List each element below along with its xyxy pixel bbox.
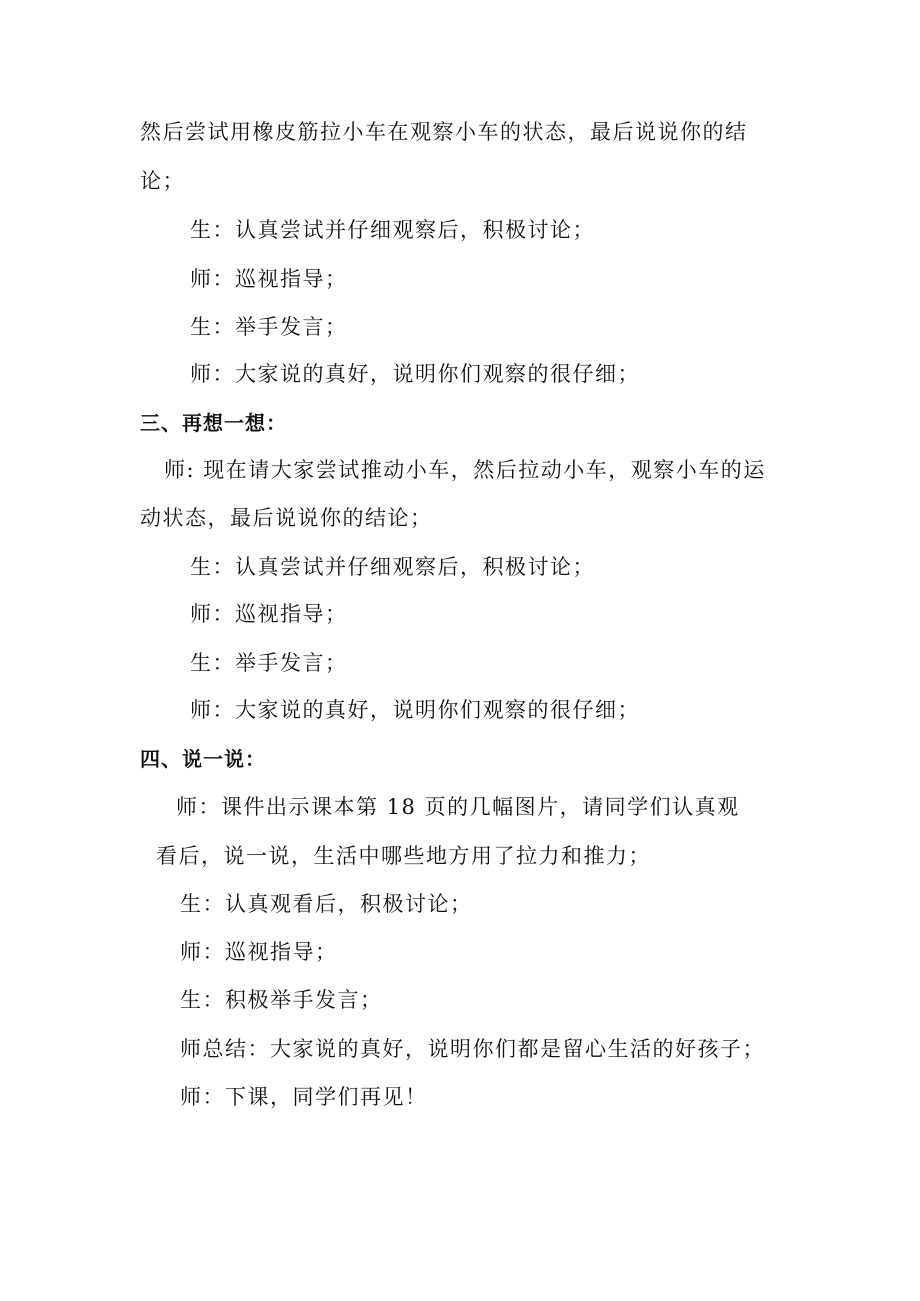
paragraph-line: 论； xyxy=(140,169,185,193)
dialogue-line: 师：巡视指导； xyxy=(180,940,338,964)
section-heading: 三、再想一想： xyxy=(140,411,287,435)
paragraph-line: 然后尝试用橡皮筋拉小车在观察小车的状态，最后说说你的结 xyxy=(140,120,748,144)
dialogue-line: 师：下课，同学们再见！ xyxy=(180,1085,428,1109)
paragraph-line: 师：课件出示课本第 18 页的几幅图片，请同学们认真观 xyxy=(176,795,740,819)
dialogue-line: 师：大家说的真好，说明你们观察的很仔细； xyxy=(190,698,640,722)
paragraph-line: 看后，说一说，生活中哪些地方用了拉力和推力； xyxy=(156,844,651,868)
dialogue-line: 师：大家说的真好，说明你们观察的很仔细； xyxy=(190,362,640,386)
dialogue-line: 生：认真尝试并仔细观察后，积极讨论； xyxy=(190,555,595,579)
dialogue-line: 师总结：大家说的真好，说明你们都是留心生活的好孩子； xyxy=(180,1037,765,1061)
dialogue-line: 师：巡视指导； xyxy=(190,602,348,626)
dialogue-line: 生：积极举手发言； xyxy=(180,988,383,1012)
dialogue-line: 生：认真观看后，积极讨论； xyxy=(180,892,473,916)
dialogue-line: 师：巡视指导； xyxy=(190,267,348,291)
paragraph-line: 动状态，最后说说你的结论； xyxy=(140,506,433,530)
dialogue-line: 生：认真尝试并仔细观察后，积极讨论； xyxy=(190,218,595,242)
dialogue-line: 生：举手发言； xyxy=(190,315,348,339)
paragraph-line: 师: 现在请大家尝试推动小车，然后拉动小车，观察小车的运 xyxy=(164,458,766,482)
section-heading: 四、说一说： xyxy=(140,747,266,771)
dialogue-line: 生：举手发言； xyxy=(190,651,348,675)
